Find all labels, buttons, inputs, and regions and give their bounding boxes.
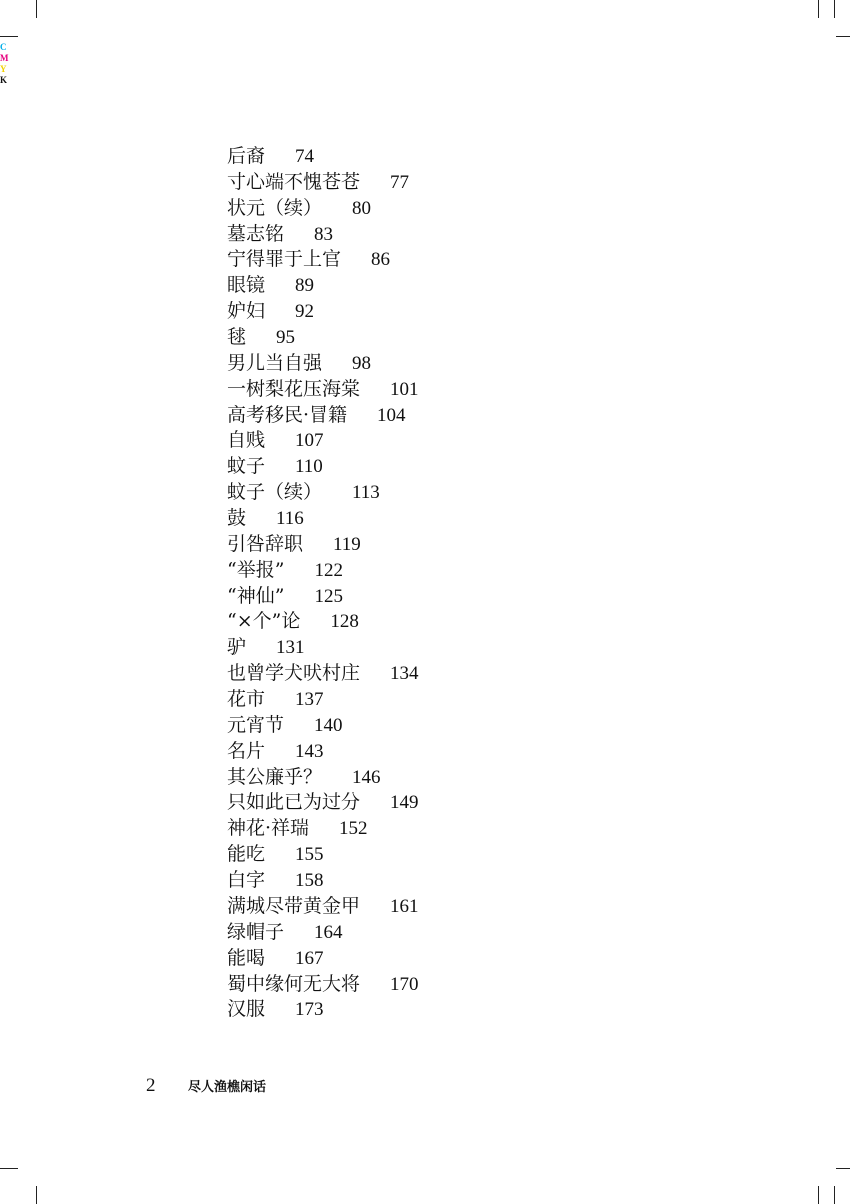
toc-entry-title: 驴 [227,636,247,659]
toc-entry-page: 158 [295,870,324,892]
toc-entry-title: 眼镜 [227,274,266,297]
toc-entry [227,687,419,713]
toc-entry-page: 110 [295,456,323,478]
color-mark-c: C [0,42,7,52]
toc-entry-title: 也曾学犬吠村庄 [227,662,361,685]
running-book-title: 尽人渔樵闲话 [188,1080,267,1095]
toc-entry-page: 89 [295,275,315,297]
toc-entry-page: 107 [295,430,324,452]
toc-entry-title: 男儿当自强 [227,351,323,374]
toc-entry-page: 74 [295,146,315,167]
crop-mark-bottom-left-h [0,1168,18,1169]
toc-entry [227,765,419,791]
toc-entry-title: 其公廉乎？ [227,765,323,788]
toc-entry [227,739,419,765]
toc-entry [227,635,419,661]
toc-entry-title: 毬 [227,326,247,349]
toc-entry-title: 蜀中缘何无大将 [227,972,361,995]
toc-entry [227,972,419,998]
toc-entry [227,325,419,351]
toc-entry-title: 满城尽带黄金甲 [227,894,361,917]
crop-mark-top-left-h [0,36,18,37]
toc-entry-page: 140 [314,714,343,736]
toc-entry [227,351,419,377]
cmyk-color-marks [0,42,12,86]
toc-entry [227,894,419,920]
toc-entry-page: 170 [390,973,419,995]
color-mark-y: Y [0,64,7,74]
toc-entry [227,790,419,816]
toc-entry [227,946,419,972]
toc-entry-page: 80 [352,197,372,219]
toc-entry-title: 一树梨花压海棠 [227,377,361,400]
toc-entry [227,247,419,273]
toc-entry-page: 137 [295,689,324,711]
toc-entry [227,920,419,946]
toc-entry-title: 神花·祥瑞 [227,817,310,840]
toc-entry [227,842,419,868]
toc-entry-title: 汉服 [227,998,266,1021]
toc-entry [227,868,419,894]
toc-entry [227,299,419,325]
toc-entry-title: 鼓 [227,507,247,530]
crop-mark-top-right-v2 [834,0,835,18]
toc-entry [227,661,419,687]
crop-mark-top-right-v1 [818,0,819,18]
page-footer [146,1074,266,1098]
toc-entry-title: 名片 [227,739,266,762]
toc-entry-title: 宁得罪于上官 [227,248,342,271]
toc-entry-title: 白字 [227,869,266,892]
toc-entry-page: 92 [295,301,315,323]
toc-entry-page: 161 [390,895,419,917]
toc-entry [227,454,419,480]
crop-mark-top-left-v [36,0,37,18]
toc-entry [227,532,419,558]
color-mark-m: M [0,53,9,63]
toc-entry-title: 能吃 [227,843,266,866]
crop-mark-bottom-right-v1 [818,1186,819,1204]
toc-entry-title: 寸心端不愧苍苍 [227,170,361,193]
toc-entry [227,428,419,454]
toc-entry-page: 83 [314,223,334,245]
toc-entry [227,584,419,610]
toc-entry [227,480,419,506]
toc-entry [227,558,419,584]
toc-entry-title: 墓志铭 [227,222,285,245]
toc-entry-page: 146 [352,766,381,788]
crop-mark-bottom-left-v [36,1186,37,1204]
toc-entry-title: “神仙” [227,584,285,607]
toc-entry-title: 高考移民·冒籍 [227,403,348,426]
toc-entry-page: 149 [390,792,419,814]
toc-entry-title: “举报” [227,558,285,581]
toc-entry-page: 119 [333,533,361,555]
toc-entry-page: 155 [295,844,324,866]
toc-entry [227,196,419,222]
toc-entry-title: 蚊子（续） [227,481,323,504]
toc-entry-page: 128 [330,611,359,633]
toc-entry-title: 引咎辞职 [227,532,304,555]
toc-entry-page: 104 [377,404,406,426]
toc-entry-title: 蚊子 [227,455,266,478]
toc-entry-page: 152 [339,818,368,840]
toc-entry-page: 173 [295,999,324,1021]
toc-entry [227,144,419,170]
toc-entry [227,609,419,635]
toc-entry [227,816,419,842]
toc-entry-page: 95 [276,327,296,349]
crop-mark-top-right-h [836,36,850,37]
toc-entry-title: 后裔 [227,145,266,167]
toc-entry-title: 能喝 [227,946,266,969]
toc-entry-page: 86 [371,249,391,271]
toc-entry-title: 绿帽子 [227,920,285,943]
crop-mark-bottom-right-h [836,1168,850,1169]
toc-entry-page: 167 [295,947,324,969]
toc-entry-title: “×个”论 [227,610,301,633]
toc-entry-title: 元宵节 [227,713,285,736]
toc-entry-page: 122 [314,559,343,581]
toc-entry-page: 98 [352,352,372,374]
toc-entry-page: 113 [352,482,380,504]
toc-entry-title: 妒妇 [227,300,266,323]
toc-entry [227,506,419,532]
toc-entry-title: 状元（续） [227,196,323,219]
toc-entry-title: 只如此已为过分 [227,791,361,814]
toc-entry-title: 自贱 [227,429,266,452]
toc-entry-page: 77 [390,171,410,193]
toc-entry-page: 131 [276,637,305,659]
page-number: 2 [146,1075,156,1096]
toc-entry [227,377,419,403]
table-of-contents [227,144,419,1023]
toc-entry-page: 125 [314,585,343,607]
color-mark-k: K [0,75,8,85]
toc-entry-page: 143 [295,740,324,762]
toc-entry [227,403,419,429]
toc-entry [227,273,419,299]
toc-entry-page: 116 [276,508,304,530]
toc-entry [227,713,419,739]
toc-entry-page: 134 [390,663,419,685]
toc-entry [227,222,419,248]
toc-entry-page: 164 [314,921,343,943]
toc-entry [227,997,419,1023]
toc-entry-page: 101 [390,378,419,400]
toc-entry [227,170,419,196]
toc-entry-title: 花市 [227,688,266,711]
crop-mark-bottom-right-v2 [834,1186,835,1204]
